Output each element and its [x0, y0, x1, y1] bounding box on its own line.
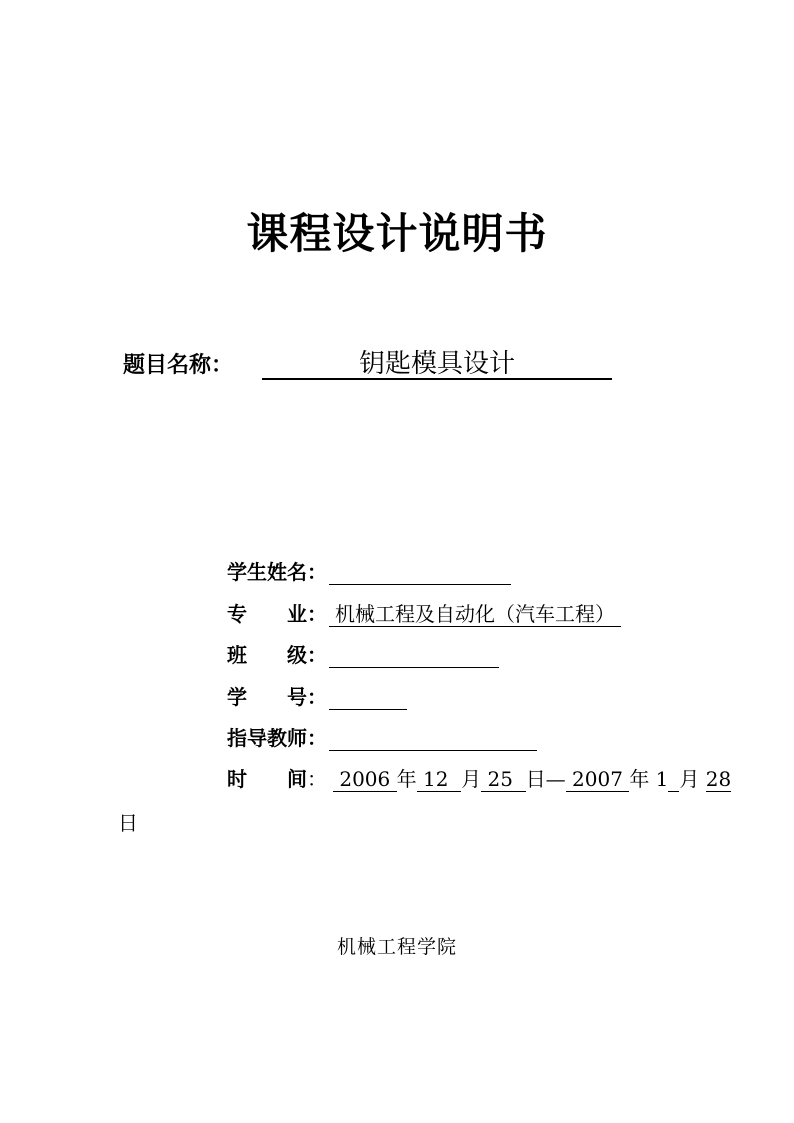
major-label: 专业	[227, 602, 307, 626]
field-row-class	[227, 642, 499, 668]
college-name: 机械工程学院	[336, 936, 457, 958]
time-wrap-day-char: 日	[118, 811, 138, 835]
time-segment-day-dash: 日—	[525, 767, 566, 791]
time-segment-month-char: 月	[461, 767, 482, 791]
time-segment-blank	[668, 766, 679, 792]
student-name-label: 学生姓名	[227, 560, 307, 584]
time-segment-day-start: 25	[481, 767, 526, 791]
class-value	[329, 642, 499, 668]
time-segment-month2-char: 月	[679, 767, 706, 791]
field-row-student-name	[227, 559, 511, 585]
time-colon: ：	[307, 767, 327, 791]
subject-value: 钥匙模具设计	[358, 349, 515, 379]
subject-label	[123, 353, 233, 379]
field-row-time	[227, 766, 731, 792]
field-row-student-id	[227, 684, 407, 710]
major-colon: ：	[307, 602, 327, 626]
field-row-major	[227, 601, 621, 627]
class-label: 班级	[227, 643, 307, 667]
student-id-colon: ：	[307, 685, 327, 709]
class-colon: ：	[307, 643, 327, 667]
advisor-colon: ：	[307, 726, 327, 750]
time-segment-year-char: 年	[396, 767, 417, 791]
student-id-label: 学号	[227, 685, 307, 709]
field-row-advisor	[227, 725, 537, 751]
student-id-value	[329, 684, 407, 710]
subject-label-text: 题目名称	[123, 353, 212, 378]
time-segment-year-start: 2006	[333, 767, 397, 791]
time-segment-year-end: 2007	[565, 767, 630, 791]
advisor-label: 指导教师	[227, 726, 307, 750]
subject-label-colon: ：	[211, 353, 234, 378]
major-value: 机械工程及自动化（汽车工程）	[329, 601, 621, 627]
time-label: 时间	[227, 767, 307, 791]
student-name-value	[329, 559, 511, 585]
student-name-colon: ：	[307, 560, 327, 584]
document-title: 课程设计说明书	[246, 209, 548, 258]
time-segment-year2-char: 年 1	[629, 767, 669, 791]
time-segment-month-start: 12	[416, 767, 462, 791]
advisor-value	[329, 725, 537, 751]
subject-value-underline	[262, 350, 612, 380]
time-segment-day-end: 28	[705, 767, 732, 791]
